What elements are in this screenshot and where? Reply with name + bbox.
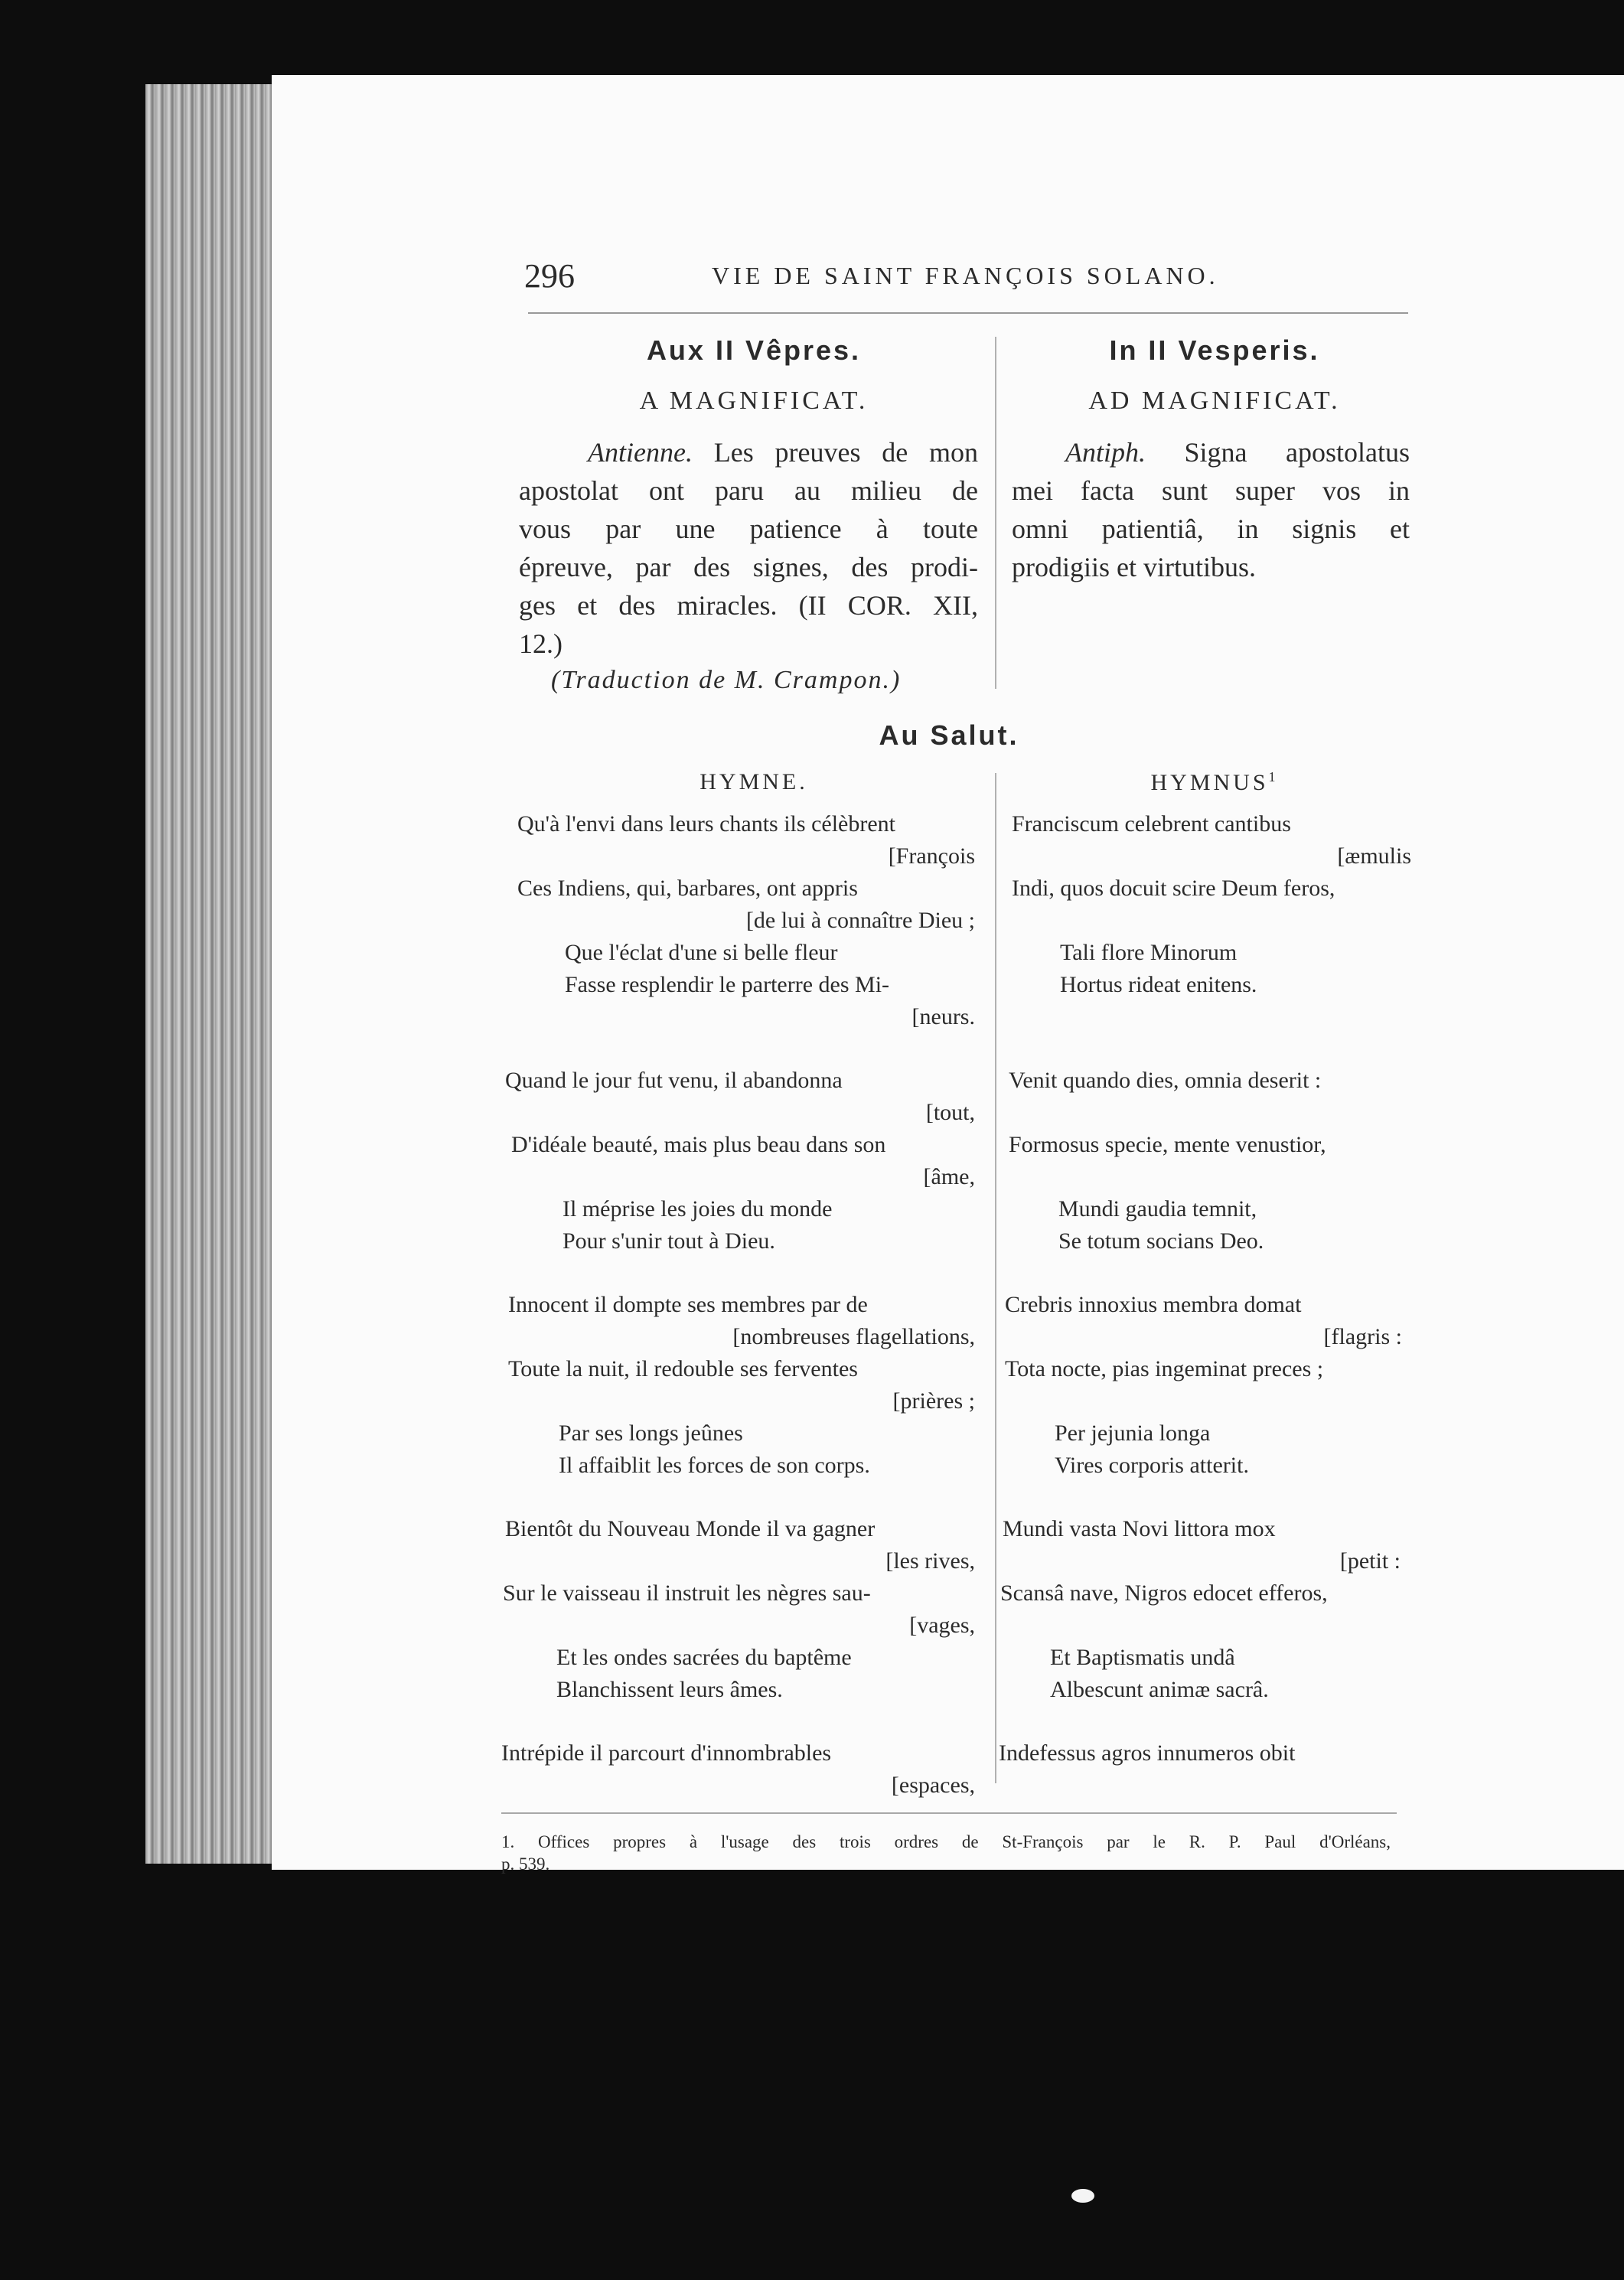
- hymn-line-fr: D'idéale beauté, mais plus beau dans son: [511, 1132, 886, 1157]
- hymn-continuation-la: [flagris :: [1323, 1324, 1402, 1349]
- hymn-line-fr: Fasse resplendir le parterre des Mi-: [565, 972, 890, 997]
- hymn-continuation-fr: [nombreuses flagellations,: [732, 1324, 975, 1349]
- hymn-line-fr: Il méprise les joies du monde: [563, 1196, 833, 1222]
- book-page-edges: [145, 84, 291, 1864]
- hymn-line-la: Hortus rideat enitens.: [1060, 972, 1257, 997]
- antiphon-fr-line: 12.): [519, 628, 563, 659]
- hymn-line-la: Venit quando dies, omnia deserit :: [1009, 1068, 1322, 1093]
- running-title: VIE DE SAINT FRANÇOIS SOLANO.: [712, 262, 1219, 289]
- antiphon-fr-line: apostolat ont paru au milieu de: [519, 475, 978, 506]
- hymn-line-la: Crebris innoxius membra domat: [1005, 1292, 1302, 1317]
- hymn-continuation-fr: [les rives,: [885, 1548, 975, 1574]
- column-divider: [995, 773, 996, 1783]
- hymn-line-la: Indefessus agros innumeros obit: [999, 1740, 1296, 1766]
- hymn-line-la: Tota nocte, pias ingeminat preces ;: [1005, 1356, 1324, 1381]
- hymn-line-la: Albescunt animæ sacrâ.: [1050, 1677, 1269, 1702]
- footnote-text: 1. Offices propres à l'usage des trois ordres de St-François par le R. P. Paul d'Orléans,: [501, 1832, 1391, 1851]
- hymn-line-la: Mundi vasta Novi littora mox: [1003, 1516, 1276, 1541]
- hymn-line-la: Mundi gaudia temnit,: [1058, 1196, 1257, 1222]
- hymn-line-fr: Qu'à l'envi dans leurs chants ils célèbrent: [517, 811, 895, 837]
- hymn-continuation-fr: [espaces,: [891, 1773, 975, 1798]
- antiphon-la-line: omni patientiâ, in signis et: [1012, 514, 1410, 544]
- hymn-line-fr: Par ses longs jeûnes: [559, 1421, 743, 1446]
- hymn-line-la: Tali flore Minorum: [1060, 940, 1238, 965]
- hymn-continuation-fr: [prières ;: [892, 1388, 975, 1414]
- hymn-line-la: Per jejunia longa: [1055, 1421, 1211, 1446]
- hymn-continuation-fr: [âme,: [923, 1164, 975, 1189]
- vespers-heading-fr: Aux II Vêpres.: [646, 334, 862, 366]
- hymn-line-fr: Sur le vaisseau il instruit les nègres sau-: [503, 1580, 871, 1606]
- hymn-line-la: Indi, quos docuit scire Deum feros,: [1012, 876, 1335, 901]
- hymn-line-fr: Il affaiblit les forces de son corps.: [559, 1453, 870, 1478]
- hymn-continuation-fr: [François: [888, 843, 975, 869]
- hymn-line-fr: Intrépide il parcourt d'innombrables: [501, 1740, 832, 1766]
- footnote-marker: 1: [1268, 769, 1279, 784]
- header-rule: [528, 312, 1408, 314]
- antiphon-la-line: prodigiis et virtutibus.: [1012, 552, 1256, 582]
- hymn-line-la: Scansâ nave, Nigros edocet efferos,: [1000, 1580, 1328, 1606]
- hymn-line-la: Se totum socians Deo.: [1058, 1228, 1264, 1254]
- footnote-rule: [501, 1812, 1397, 1814]
- paper-spot: [1071, 2189, 1094, 2203]
- translation-credit: (Traduction de M. Crampon.): [551, 666, 902, 694]
- hymn-continuation-la: [æmulis: [1337, 843, 1411, 869]
- magnificat-sub-fr: A MAGNIFICAT.: [639, 387, 869, 415]
- hymn-line-la: Vires corporis atterit.: [1055, 1453, 1249, 1478]
- antiphon-fr-line: ges et des miracles. (II COR. XII,: [519, 590, 978, 621]
- hymn-line-fr: Ces Indiens, qui, barbares, ont appris: [517, 876, 858, 901]
- hymn-continuation-fr: [de lui à connaître Dieu ;: [745, 908, 975, 933]
- antiphon-fr-line: Antienne. Les preuves de mon: [588, 437, 978, 468]
- hymn-line-la: Formosus specie, mente venustior,: [1009, 1132, 1326, 1157]
- hymn-line-la: Franciscum celebrent cantibus: [1012, 811, 1291, 837]
- hymn-sub-la: HYMNUS$^1$: [1150, 769, 1279, 795]
- hymn-sub-fr: HYMNE.: [699, 769, 808, 794]
- hymn-continuation-la: [petit :: [1339, 1548, 1401, 1574]
- antiphon-fr-line: vous par une patience à toute: [519, 514, 978, 544]
- vespers-heading-la: In II Vesperis.: [1109, 334, 1320, 366]
- antiphon-label-la: Antiph.: [1065, 437, 1146, 468]
- magnificat-sub-la: AD MAGNIFICAT.: [1088, 387, 1341, 415]
- hymn-line-fr: Pour s'unir tout à Dieu.: [563, 1228, 775, 1254]
- hymn-line-fr: Et les ondes sacrées du baptême: [556, 1645, 852, 1670]
- antiphon-la-line: mei facta sunt super vos in: [1012, 475, 1410, 506]
- hymn-continuation-fr: [neurs.: [911, 1004, 975, 1029]
- antiphon-label-fr: Antienne.: [588, 437, 693, 468]
- hymn-continuation-fr: [tout,: [925, 1100, 975, 1125]
- hymn-continuation-fr: [vages,: [909, 1613, 975, 1638]
- hymn-line-fr: Innocent il dompte ses membres par de: [508, 1292, 868, 1317]
- hymn-line-la: Et Baptismatis undâ: [1050, 1645, 1235, 1670]
- hymn-line-fr: Toute la nuit, il redouble ses ferventes: [508, 1356, 858, 1381]
- footnote-page-ref: p. 539.: [501, 1854, 550, 1874]
- antiphon-la-line: Antiph. Signa apostolatus: [1065, 437, 1410, 468]
- page-number: 296: [524, 257, 575, 295]
- hymn-line-fr: Que l'éclat d'une si belle fleur: [565, 940, 838, 965]
- salut-heading: Au Salut.: [879, 719, 1019, 751]
- hymn-line-fr: Quand le jour fut venu, il abandonna: [505, 1068, 843, 1093]
- column-divider: [995, 337, 996, 689]
- hymn-line-fr: Bientôt du Nouveau Monde il va gagner: [505, 1516, 876, 1541]
- hymn-line-fr: Blanchissent leurs âmes.: [556, 1677, 783, 1702]
- antiphon-fr-line: épreuve, par des signes, des prodi-: [519, 552, 978, 582]
